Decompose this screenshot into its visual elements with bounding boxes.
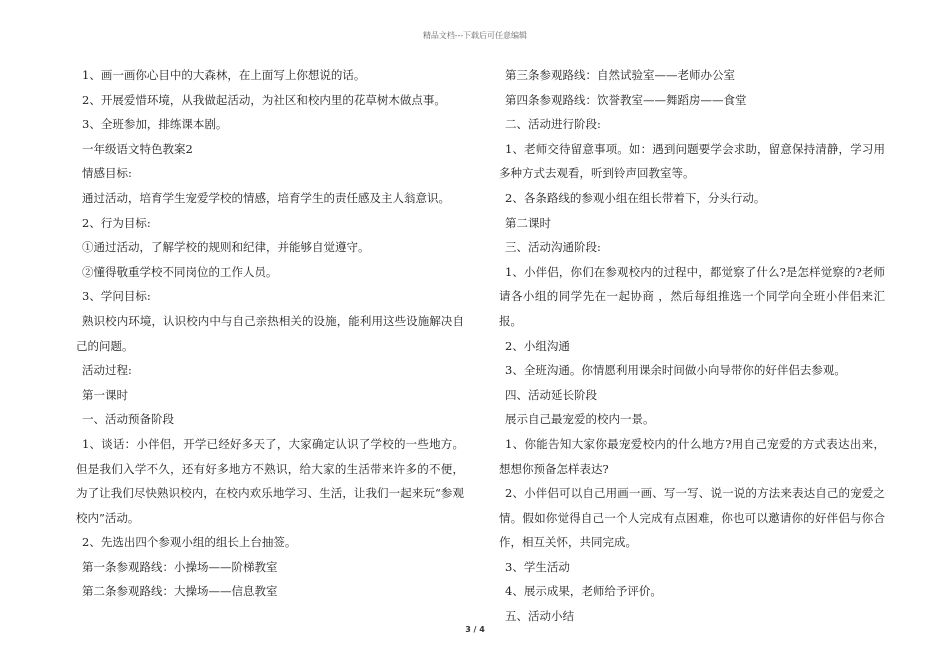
paragraph: 第四条参观路线：饮誉教室——舞蹈房——食堂: [505, 92, 747, 107]
paragraph: 第一条参观路线：小操场——阶梯教室: [82, 559, 278, 574]
page-number: 3 / 4: [465, 625, 485, 634]
paragraph: 情感目标:: [82, 166, 132, 181]
paragraph: 三、活动沟通阶段:: [505, 240, 601, 255]
paragraph: 第三条参观路线：自然试验室——老师办公室: [505, 68, 735, 82]
paragraph: 熟识校内环境，认识校内中与自己亲热相关的设施，能利用这些设施解决自己的问题。: [76, 313, 464, 353]
paragraph: 通过活动，培育学生宠爱学校的情感，培育学生的责任感及主人翁意识。: [82, 190, 450, 205]
paragraph: 3、全班参加，排练课本剧。: [82, 117, 228, 132]
paragraph: 3、学问目标:: [82, 289, 151, 304]
paragraph: 1、谈话：小伴侣，开学已经好多天了，大家确定认识了学校的一些地方。但是我们入学不久，还有好多地方不熟识，给大家的生活带来许多的不便，为了让我们尽快熟识校内，在校内欢乐地学习、生活，让我们一起来玩“参观校内”活动。: [76, 436, 464, 525]
paragraph: 一、活动预备阶段: [82, 412, 174, 427]
paragraph: 1、小伴侣，你们在参观校内的过程中，都觉察了什么?是怎样觉察的?老师请各小组的同学先在一起协商 ，然后每组推选一个同学向全班小伴侣来汇报。: [499, 264, 885, 328]
paragraph: ②懂得敬重学校不同岗位的工作人员。: [82, 264, 278, 279]
paragraph: 1、画一画你心目中的大森林，在上面写上你想说的话。: [82, 68, 366, 82]
paragraph: 3、全班沟通。你情愿利用课余时间做小向导带你的好伴侣去参观。: [505, 363, 846, 378]
paragraph: 展示自己最宠爱的校内一景。: [505, 412, 655, 427]
paragraph: 二、活动进行阶段:: [505, 117, 601, 132]
paragraph: 四、活动延长阶段: [505, 387, 597, 402]
paragraph: 2、各条路线的参观小组在组长带着下，分头行动。: [505, 190, 766, 205]
section-title: 一年级语文特色教案2: [82, 141, 193, 156]
paragraph: 第二课时: [505, 215, 551, 230]
paragraph: 活动过程:: [82, 363, 132, 378]
page-header: 精品文档---下载后可任意编辑: [422, 31, 528, 40]
paragraph: 第二条参观路线：大操场——信息教室: [82, 584, 278, 599]
paragraph: 4、展示成果，老师给予评价。: [505, 584, 662, 599]
paragraph: 五、活动小结: [505, 609, 574, 624]
paragraph: ①通过活动，了解学校的规则和纪律，并能够自觉遵守。: [82, 240, 370, 255]
paragraph: 2、行为目标:: [82, 215, 151, 230]
paragraph: 2、开展爱惜环境，从我做起活动，为社区和校内里的花草树木做点事。: [82, 92, 446, 107]
paragraph: 2、小伴侣可以自己用画一画、写一写、说一说的方法来表达自己的宠爱之情。假如你觉得自己一个人完成有点困难，你也可以邀请你的好伴侣与你合作，相互关怀，共同完成。: [499, 486, 885, 550]
paragraph: 第一课时: [82, 387, 128, 402]
right-column: [499, 63, 885, 629]
paragraph: 2、小组沟通: [505, 338, 570, 353]
left-column: [76, 63, 464, 604]
paragraph: 1、你能告知大家你最宠爱校内的什么地方?用自己宠爱的方式表达出来，想想你预备怎样表达?: [499, 436, 885, 476]
paragraph: 2、先选出四个参观小组的组长上台抽签。: [82, 535, 297, 550]
paragraph: 1、老师交待留意事项。如：遇到问题要学会求助，留意保持清静，学习用多种方式去观看，听到铃声回教室等。: [499, 141, 885, 181]
paragraph: 3、学生活动: [505, 559, 570, 574]
